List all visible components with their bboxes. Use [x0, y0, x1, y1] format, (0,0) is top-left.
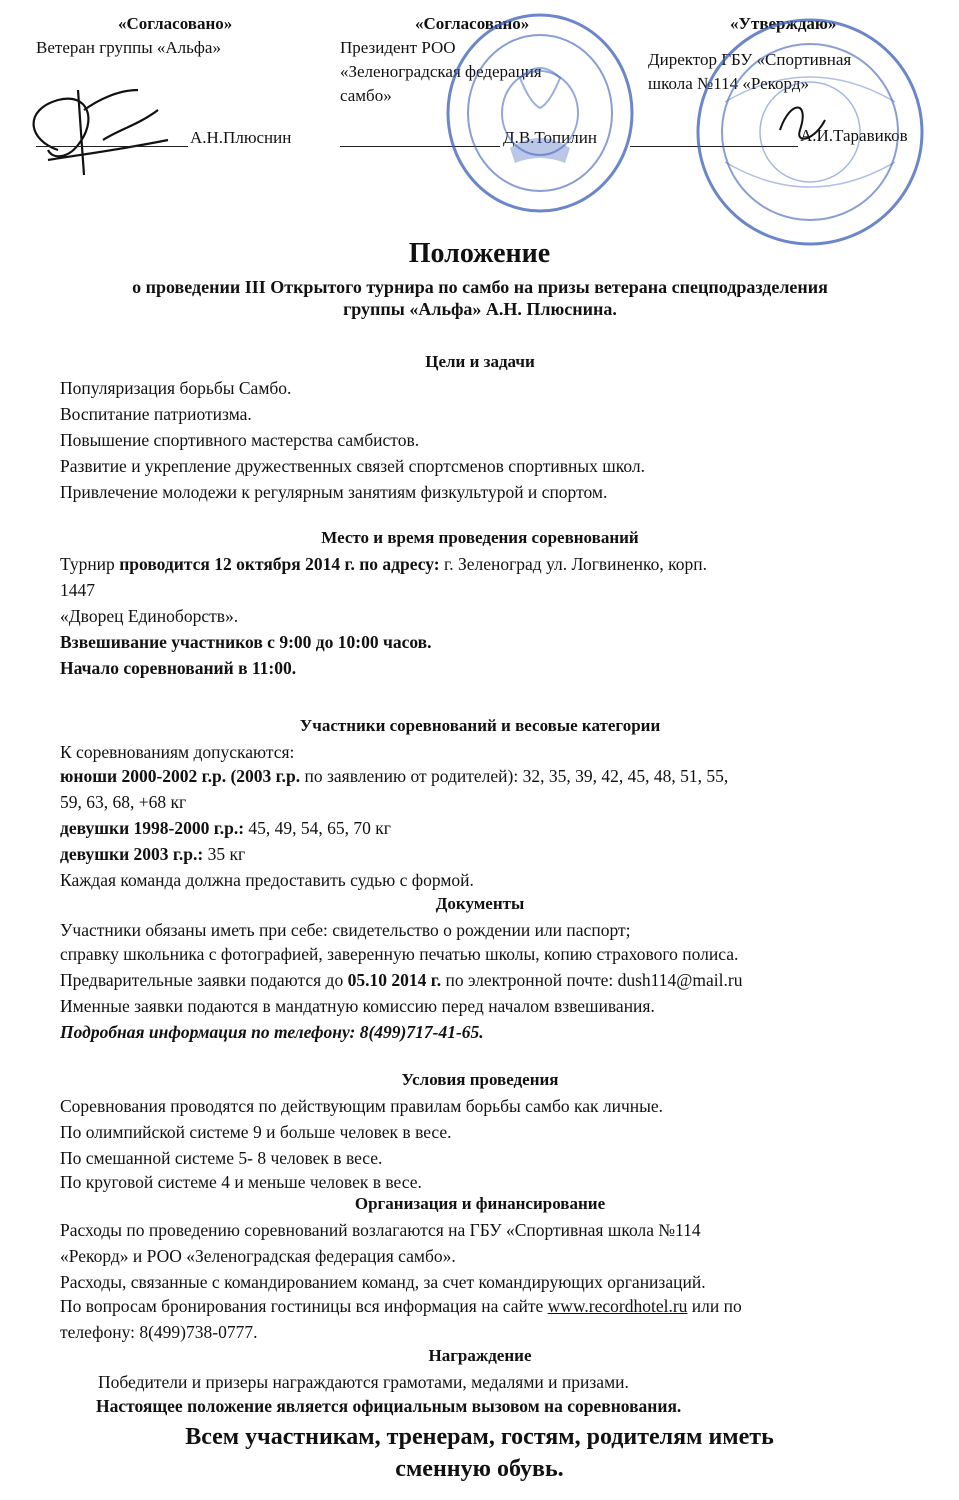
- participants-line-2: [60, 764, 728, 788]
- condition-item: Соревнования проводятся по действующим правилам борьбы самбо как личные.: [60, 1096, 664, 1116]
- approval-3-signer: А.И.Таравиков: [800, 126, 908, 145]
- girls-years-2: девушки 2003 г.р.:: [60, 844, 204, 864]
- place-line-2: 1447: [60, 580, 95, 600]
- stamp-federation: [440, 8, 640, 218]
- document-subtitle: [40, 276, 920, 320]
- place-line-1: [60, 552, 707, 576]
- girls-weights-2: 35 кг: [203, 844, 246, 864]
- signature-line-1: [36, 146, 188, 147]
- deadline-text: Предварительные заявки подаются до: [60, 970, 348, 990]
- participants-line-4: [60, 816, 391, 840]
- goal-item: Развитие и укрепление дружественных связей спортсменов спортивных школ.: [60, 456, 645, 476]
- documents-line-1: Участники обязаны иметь при себе: свидетельство о рождении или паспорт;: [60, 920, 631, 940]
- finance-line-4: [60, 1294, 742, 1318]
- condition-item: По круговой системе 4 и меньше человек в весе.: [60, 1172, 422, 1192]
- deadline-date: 05.10 2014 г.: [347, 970, 442, 990]
- signature-1: [18, 70, 188, 180]
- finance-line-5: телефону: 8(499)738-0777.: [60, 1322, 258, 1342]
- finance-line-3: Расходы, связанные с командированием команд, за счет командирующих организаций.: [60, 1272, 706, 1292]
- participants-line-1: К соревнованиям допускаются:: [60, 742, 295, 762]
- section-conditions-heading: Условия проведения: [401, 1070, 559, 1089]
- documents-line-3: [60, 968, 742, 992]
- finance-line-1: Расходы по проведению соревнований возлагаются на ГБУ «Спортивная школа №114: [60, 1220, 701, 1240]
- approval-1-title: «Согласовано»: [118, 14, 233, 33]
- goal-item: Повышение спортивного мастерства самбистов.: [60, 430, 420, 450]
- place-line-3: «Дворец Единоборств».: [60, 606, 239, 626]
- subtitle-line-1: о проведении III Открытого турнира по самбо на призы ветерана спецподразделения: [132, 277, 828, 297]
- official-call: Настоящее положение является официальным вызовом на соревнования.: [96, 1396, 682, 1416]
- goal-item: Популяризация борьбы Самбо.: [60, 378, 292, 398]
- participants-line-5: [60, 842, 245, 866]
- approval-3-position-2: школа №114 «Рекорд»: [648, 74, 809, 93]
- signature-3: [770, 90, 830, 150]
- approval-3-title: «Утверждаю»: [730, 14, 837, 33]
- award-line-1: Победители и призеры награждаются грамотами, медалями и призами.: [98, 1372, 629, 1392]
- participants-line-3: 59, 63, 68, +68 кг: [60, 792, 187, 812]
- goal-item: Воспитание патриотизма.: [60, 404, 252, 424]
- final-notice-line-1: Всем участникам, тренерам, гостям, родителям иметь: [185, 1424, 774, 1450]
- section-documents-heading: Документы: [435, 894, 525, 913]
- document-title: Положение: [408, 238, 551, 269]
- subtitle-line-2: группы «Альфа» А.Н. Плюснина.: [343, 299, 617, 319]
- approval-2-title: «Согласовано»: [415, 14, 530, 33]
- approval-1-position: Ветеран группы «Альфа»: [36, 38, 221, 57]
- deadline-email: по электронной почте: dush114@mail.ru: [441, 970, 743, 990]
- condition-item: По олимпийской системе 9 и больше человек в весе.: [60, 1122, 452, 1142]
- boys-weights: по заявлению от родителей): 32, 35, 39, 42, 45, 48, 51, 55,: [300, 766, 729, 786]
- section-participants-heading: Участники соревнований и весовые категории: [299, 716, 661, 735]
- section-place-heading: Место и время проведения соревнований: [321, 528, 639, 547]
- place-date: проводится 12 октября 2014 г. по адресу:: [119, 554, 440, 574]
- place-text: Турнир: [60, 554, 120, 574]
- participants-line-6: Каждая команда должна предоставить судью с формой.: [60, 870, 474, 890]
- documents-line-4: Именные заявки подаются в мандатную комиссию перед началом взвешивания.: [60, 996, 655, 1016]
- approval-2-position-1: Президент РОО: [340, 38, 456, 57]
- hotel-link[interactable]: www.recordhotel.ru: [547, 1296, 688, 1316]
- hotel-text: По вопросам бронирования гостиницы вся информация на сайте: [60, 1296, 548, 1316]
- section-finance-heading: Организация и финансирование: [354, 1194, 606, 1213]
- documents-line-2: справку школьника с фотографией, заверенную печатью школы, копию страхового полиса.: [60, 944, 739, 964]
- approval-1-signer: А.Н.Плюснин: [190, 128, 292, 147]
- section-award-heading: Награждение: [428, 1346, 532, 1365]
- boys-years: юноши 2000-2002 г.р. (2003 г.р.: [60, 766, 301, 786]
- weigh-in-time: Взвешивание участников с 9:00 до 10:00 часов.: [60, 632, 432, 652]
- girls-years-1: девушки 1998-2000 г.р.:: [60, 818, 245, 838]
- approval-2-position-2: «Зеленоградская федерация: [340, 62, 542, 81]
- approval-3-position-1: Директор ГБУ «Спортивная: [648, 50, 852, 69]
- finance-line-2: «Рекорд» и РОО «Зеленоградская федерация самбо».: [60, 1246, 456, 1266]
- start-time: Начало соревнований в 11:00.: [60, 658, 297, 678]
- approval-2-position-3: самбо»: [340, 86, 392, 105]
- section-goals-heading: Цели и задачи: [425, 352, 535, 371]
- girls-weights-1: 45, 49, 54, 65, 70 кг: [244, 818, 391, 838]
- hotel-text-end: или по: [687, 1296, 742, 1316]
- place-address: г. Зеленоград ул. Логвиненко, корп.: [439, 554, 707, 574]
- goal-item: Привлечение молодежи к регулярным занятиям физкультурой и спортом.: [60, 482, 608, 502]
- info-phone: Подробная информация по телефону: 8(499)717-41-65.: [60, 1022, 484, 1042]
- condition-item: По смешанной системе 5- 8 человек в весе.: [60, 1148, 383, 1168]
- final-notice-line-2: сменную обувь.: [395, 1456, 564, 1482]
- approval-2-signer: Д.В.Топилин: [503, 128, 597, 147]
